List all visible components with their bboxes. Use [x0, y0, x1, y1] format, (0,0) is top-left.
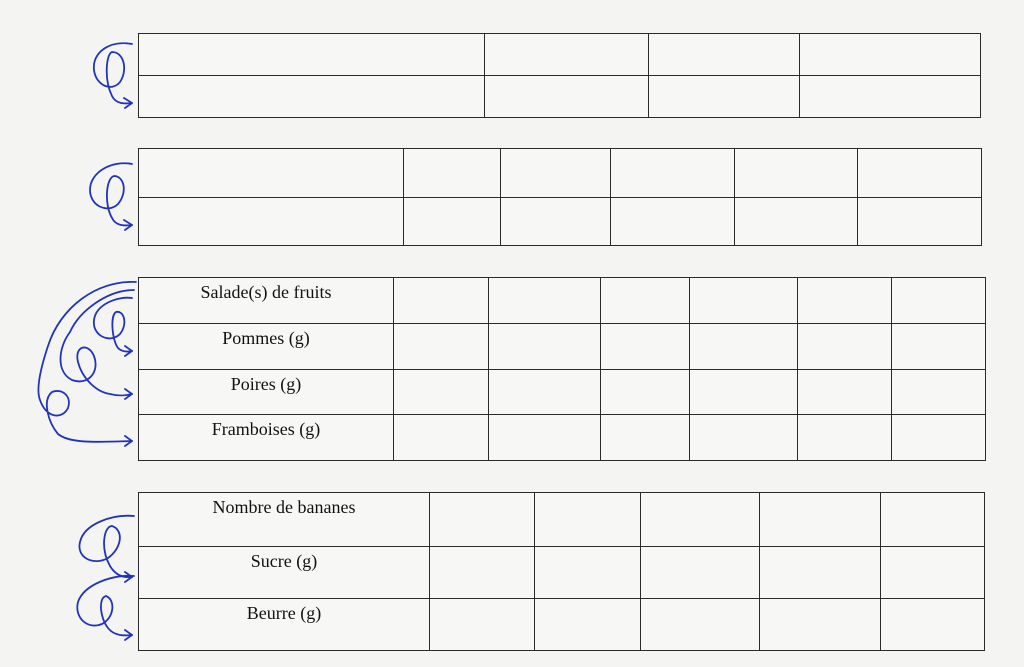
loop-arrow-icon: [94, 298, 132, 356]
table-3-cell[interactable]: [798, 370, 892, 415]
table-3-cell[interactable]: [489, 415, 601, 461]
table-4-cell[interactable]: [760, 599, 881, 651]
row-label-poires: Poires (g): [139, 370, 394, 415]
table-1-cell[interactable]: [139, 34, 485, 76]
table-1: [138, 33, 981, 118]
table-4-cell[interactable]: [430, 547, 535, 599]
table-3-cell[interactable]: [489, 370, 601, 415]
table-3-cell[interactable]: [892, 415, 986, 461]
loop-arrow-icon: [90, 163, 132, 230]
table-2: [138, 148, 982, 246]
table-2-cell[interactable]: [139, 198, 404, 246]
table-3-cell[interactable]: [798, 278, 892, 324]
table-3-cell[interactable]: [690, 324, 798, 370]
table-1-cell[interactable]: [485, 76, 649, 118]
table-2-cell[interactable]: [858, 198, 982, 246]
table-fruit-salad: [138, 277, 986, 461]
row-label-salades: Salade(s) de fruits: [139, 278, 394, 324]
table-4-cell[interactable]: [641, 547, 760, 599]
table-4-cell[interactable]: [641, 493, 760, 547]
table-1-cell[interactable]: [649, 34, 800, 76]
table-3-cell[interactable]: [394, 370, 489, 415]
table-3-cell[interactable]: [690, 278, 798, 324]
table-2-cell[interactable]: [501, 149, 611, 198]
table-3-cell[interactable]: [892, 278, 986, 324]
table-4-cell[interactable]: [535, 493, 641, 547]
table-3-cell[interactable]: [798, 415, 892, 461]
table-4-cell[interactable]: [535, 599, 641, 651]
table-3-cell[interactable]: [394, 415, 489, 461]
table-2-cell[interactable]: [501, 198, 611, 246]
table-3-cell[interactable]: [690, 370, 798, 415]
table-4-cell[interactable]: [881, 547, 985, 599]
table-4-cell[interactable]: [430, 493, 535, 547]
table-3-cell[interactable]: [489, 278, 601, 324]
table-crumble: [138, 492, 985, 651]
table-4-cell[interactable]: [881, 493, 985, 547]
table-2-cell[interactable]: [858, 149, 982, 198]
loop-arrow-icon: [38, 282, 136, 446]
table-2-cell[interactable]: [404, 198, 501, 246]
table-3-cell[interactable]: [394, 278, 489, 324]
table-4-cell[interactable]: [535, 547, 641, 599]
table-4-cell[interactable]: [641, 599, 760, 651]
table-3-cell[interactable]: [690, 415, 798, 461]
loop-arrow-icon: [61, 290, 135, 399]
table-2-cell[interactable]: [735, 149, 858, 198]
table-3-cell[interactable]: [601, 278, 690, 324]
loop-arrow-icon: [77, 576, 134, 640]
table-3-cell[interactable]: [394, 324, 489, 370]
table-2-cell[interactable]: [735, 198, 858, 246]
table-3-cell[interactable]: [601, 415, 690, 461]
table-3-cell[interactable]: [601, 324, 690, 370]
table-3-cell[interactable]: [489, 324, 601, 370]
row-label-beurre: Beurre (g): [139, 599, 430, 651]
loop-arrow-icon: [79, 516, 134, 582]
row-label-framboises: Framboises (g): [139, 415, 394, 461]
table-2-cell[interactable]: [404, 149, 501, 198]
table-1-cell[interactable]: [800, 34, 981, 76]
table-3-cell[interactable]: [798, 324, 892, 370]
table-1-cell[interactable]: [139, 76, 485, 118]
table-4-cell[interactable]: [760, 547, 881, 599]
table-2-cell[interactable]: [611, 198, 735, 246]
table-3-cell[interactable]: [892, 370, 986, 415]
table-1-cell[interactable]: [649, 76, 800, 118]
row-label-pommes: Pommes (g): [139, 324, 394, 370]
table-3-cell[interactable]: [601, 370, 690, 415]
table-4-cell[interactable]: [881, 599, 985, 651]
table-2-cell[interactable]: [611, 149, 735, 198]
row-label-sucre: Sucre (g): [139, 547, 430, 599]
row-label-bananes: Nombre de bananes: [139, 493, 430, 547]
loop-arrow-icon: [94, 43, 132, 108]
table-1-cell[interactable]: [800, 76, 981, 118]
table-4-cell[interactable]: [760, 493, 881, 547]
table-3-cell[interactable]: [892, 324, 986, 370]
table-1-cell[interactable]: [485, 34, 649, 76]
table-4-cell[interactable]: [430, 599, 535, 651]
table-2-cell[interactable]: [139, 149, 404, 198]
